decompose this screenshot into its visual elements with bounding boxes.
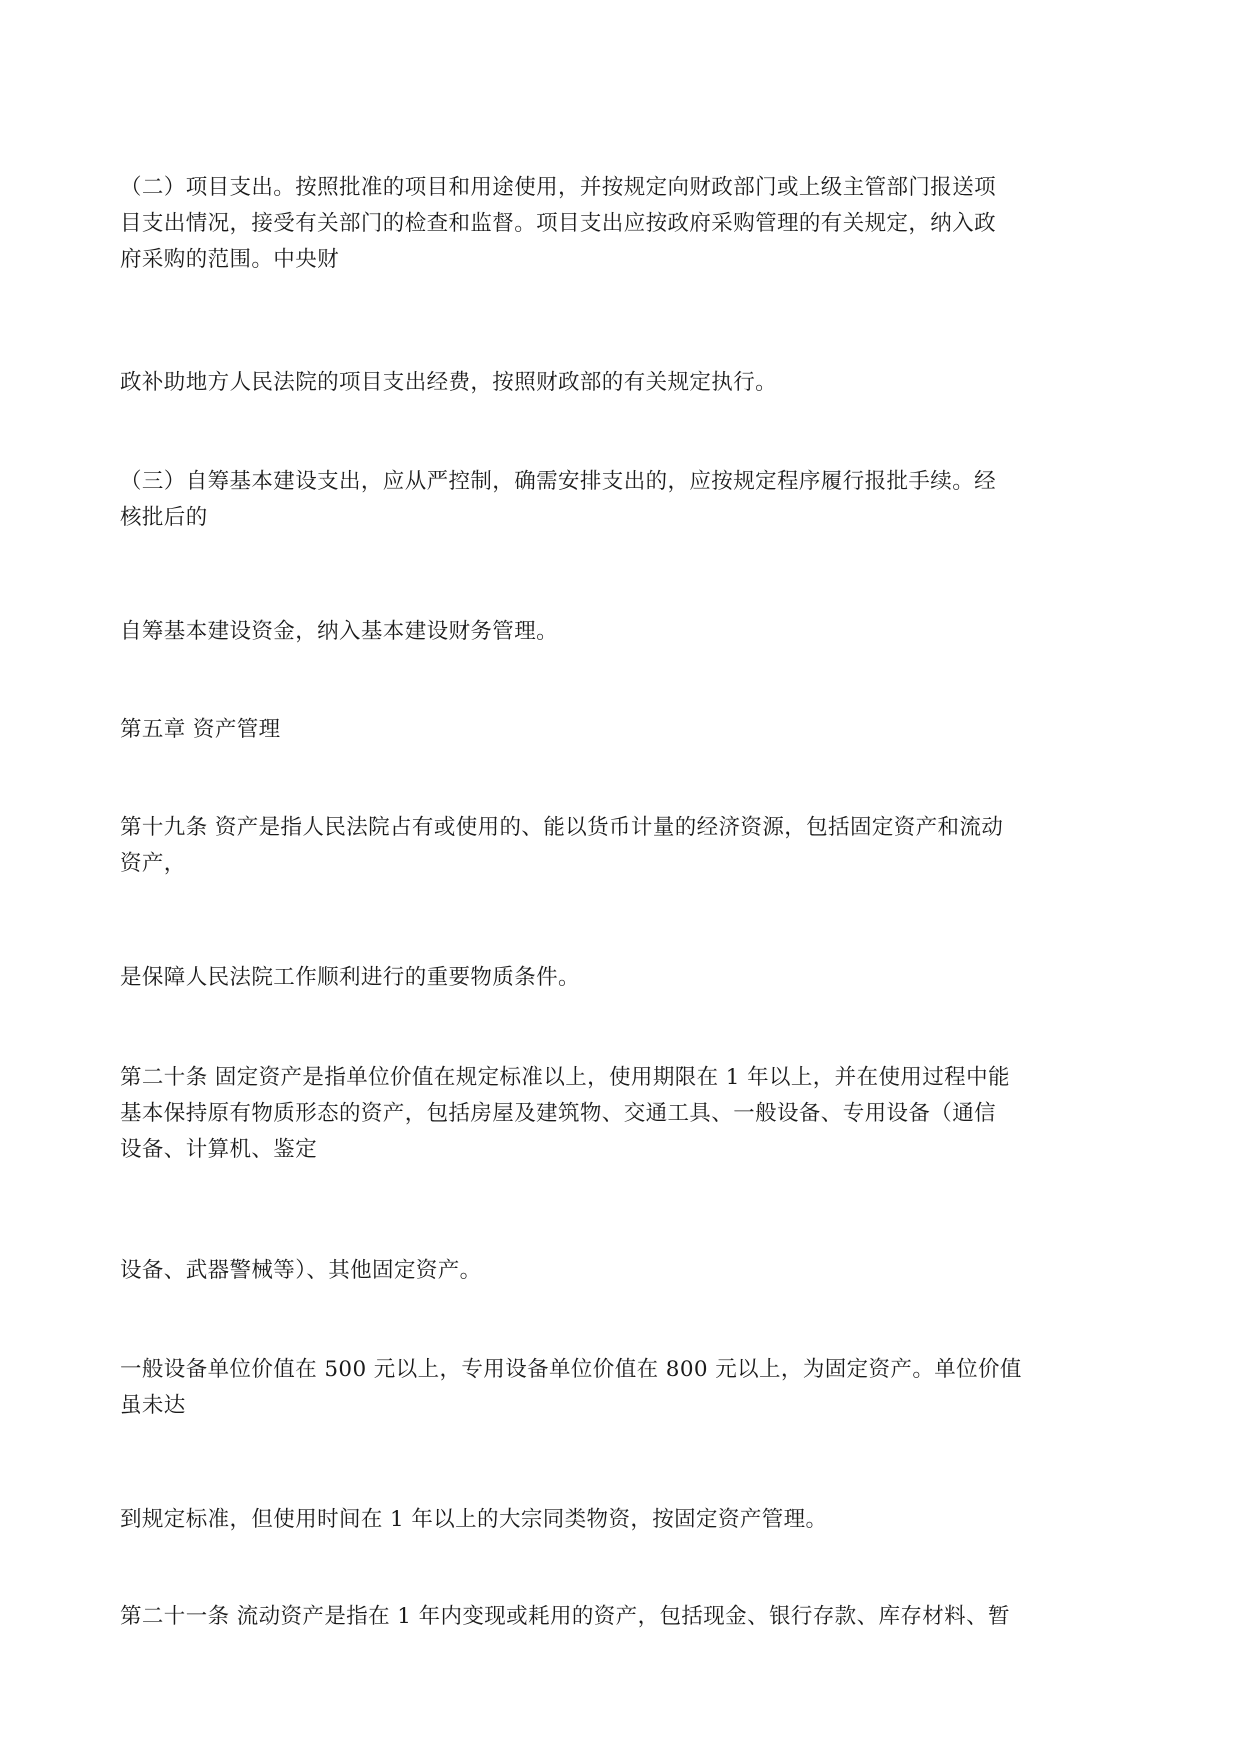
paragraph-project-expenditure (120, 170, 1130, 278)
paragraph-line: 第二十条 固定资产是指单位价值在规定标准以上，使用期限在 1 年以上，并在使用过程中能 (120, 1065, 1010, 1090)
paragraph-line: 到规定标准，但使用时间在 1 年以上的大宗同类物资，按固定资产管理。 (120, 1507, 828, 1532)
paragraph-line: 府采购的范围。中央财 (120, 247, 340, 272)
chapter-heading (120, 712, 1130, 748)
paragraph-line: 虽未达 (120, 1393, 186, 1418)
paragraph-line: 自筹基本建设资金，纳入基本建设财务管理。 (120, 619, 559, 644)
paragraph-value-threshold (120, 1352, 1130, 1424)
paragraph-line: （三）自筹基本建设支出，应从严控制，确需安排支出的，应按规定程序履行报批手续。经 (120, 469, 997, 494)
paragraph-material-conditions (120, 960, 1130, 996)
chapter-title: 第五章 资产管理 (120, 717, 281, 742)
article-19 (120, 810, 1130, 882)
paragraph-line: 核批后的 (120, 505, 208, 530)
paragraph-equipment-types (120, 1253, 1130, 1289)
paragraph-line: （二）项目支出。按照批准的项目和用途使用，并按规定向财政部门或上级主管部门报送项 (120, 175, 997, 200)
paragraph-central-subsidy (120, 365, 1130, 401)
paragraph-line: 设备、武器警械等）、其他固定资产。 (120, 1258, 482, 1283)
paragraph-line: 政补助地方人民法院的项目支出经费，按照财政部的有关规定执行。 (120, 370, 778, 395)
paragraph-line: 是保障人民法院工作顺利进行的重要物质条件。 (120, 965, 580, 990)
paragraph-bulk-materials (120, 1502, 1130, 1538)
paragraph-line: 第二十一条 流动资产是指在 1 年内变现或耗用的资产，包括现金、银行存款、库存材料、暂 (120, 1604, 1010, 1629)
paragraph-self-funded-construction (120, 464, 1130, 536)
paragraph-line: 目支出情况，接受有关部门的检查和监督。项目支出应按政府采购管理的有关规定，纳入政 (120, 211, 997, 236)
paragraph-line: 资产， (120, 851, 186, 876)
paragraph-line: 基本保持原有物质形态的资产，包括房屋及建筑物、交通工具、一般设备、专用设备（通信 (120, 1101, 997, 1126)
article-20 (120, 1060, 1130, 1168)
paragraph-line: 一般设备单位价值在 500 元以上，专用设备单位价值在 800 元以上，为固定资产。单位价值 (120, 1357, 1022, 1382)
paragraph-line: 第十九条 资产是指人民法院占有或使用的、能以货币计量的经济资源，包括固定资产和流动 (120, 815, 1004, 840)
paragraph-construction-funds (120, 614, 1130, 650)
article-21 (120, 1599, 1130, 1635)
paragraph-line: 设备、计算机、鉴定 (120, 1137, 318, 1162)
